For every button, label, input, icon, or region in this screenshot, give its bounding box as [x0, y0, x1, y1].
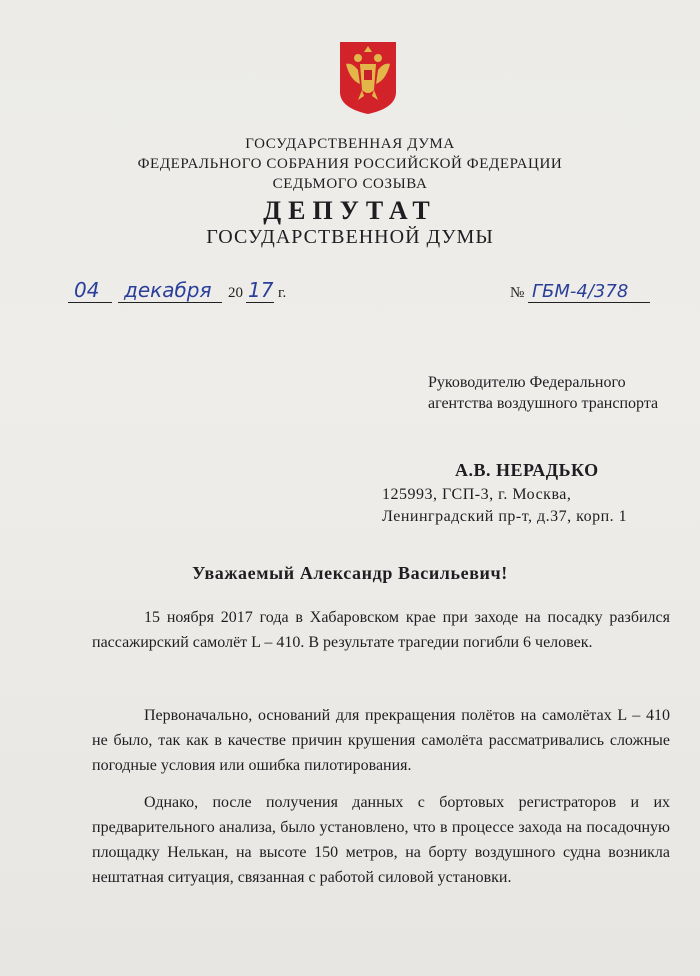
date-field: [68, 276, 308, 306]
address-line-1: 125993, ГСП-3, г. Москва,: [382, 486, 572, 503]
header-line-3: СЕДЬМОГО СОЗЫВА: [272, 176, 428, 192]
header-line-1: ГОСУДАРСТВЕННАЯ ДУМА: [245, 136, 455, 152]
date-year-suffix: 17: [248, 278, 274, 302]
reference-field: [510, 276, 650, 306]
reference-label: №: [510, 285, 525, 301]
addressee-address: [382, 484, 672, 528]
date-day: 04: [74, 278, 100, 302]
reference-underline: [528, 302, 650, 303]
month-underline: [118, 302, 222, 303]
year-underline: [246, 302, 274, 303]
addressee-name: А.В. НЕРАДЬКО: [455, 460, 599, 480]
header-title: ДЕПУТАТ: [263, 196, 437, 225]
coat-of-arms-icon: [338, 40, 398, 115]
date-year-unit: г.: [278, 285, 287, 301]
day-underline: [68, 302, 112, 303]
header-line-2: ФЕДЕРАЛЬНОГО СОБРАНИЯ РОССИЙСКОЙ ФЕДЕРАЦИИ: [137, 156, 563, 172]
body-paragraph-2: Первоначально, оснований для прекращения полётов на самолётах L – 410 не было, так как в качестве причин крушения самолёта рассматривались сложные погодные условия или ошибка пилотирования.: [92, 707, 670, 774]
reference-number: ГБМ-4/378: [532, 281, 629, 302]
header-subtitle: ГОСУДАРСТВЕННОЙ ДУМЫ: [206, 226, 494, 248]
body-paragraph-3: Однако, после получения данных с бортовых регистраторов и их предварительного анализа, было установлено, что в процессе захода на посадочную площадку Нелькан, на высоте 150 метров, на борту воздушного судна возникла нештатная ситуация, связанная с работой силовой установки.: [92, 794, 670, 886]
address-line-2: Ленинградский пр-т, д.37, корп. 1: [382, 508, 628, 525]
addressee-position: Руководителю Федерального агентства воздушного транспорта: [428, 374, 659, 412]
greeting: Уважаемый Александр Васильевич!: [192, 563, 508, 583]
body-paragraph-1: 15 ноября 2017 года в Хабаровском крае при заходе на посадку разбился пассажирский самолёт L – 410. В результате трагедии погибли 6 человек.: [92, 609, 670, 651]
date-year-prefix: 20: [228, 285, 243, 301]
date-month: декабря: [124, 278, 212, 302]
